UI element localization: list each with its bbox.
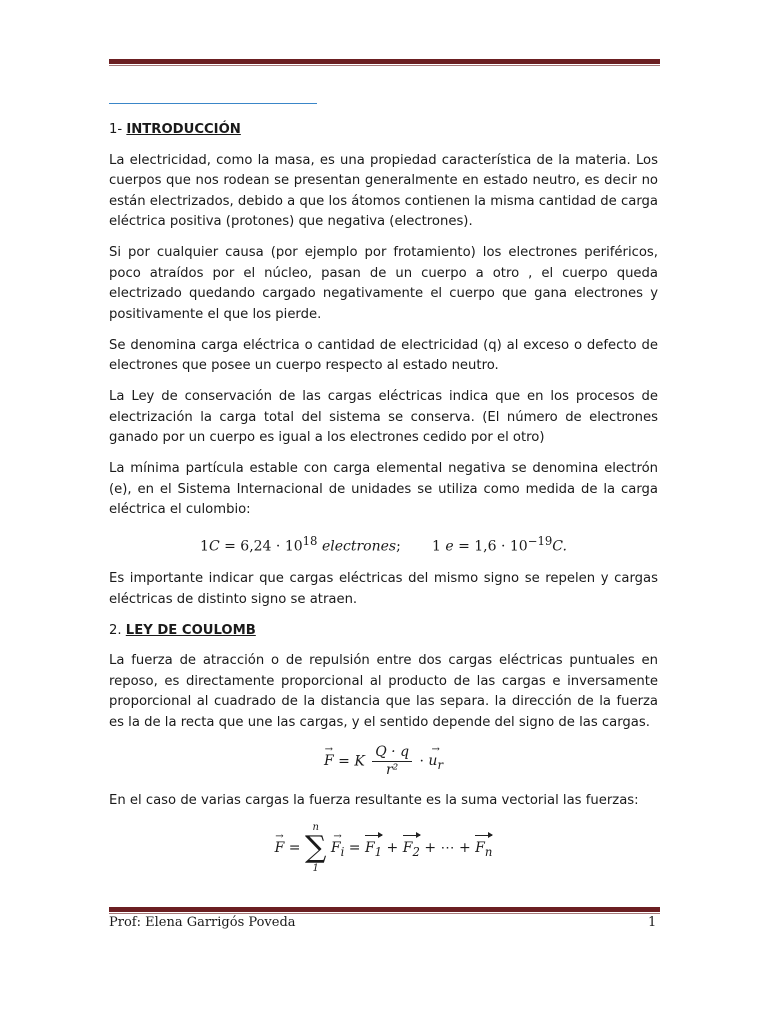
force-1-subscript: 1 [374, 844, 383, 859]
coulomb-law-formula [109, 744, 658, 779]
summation-symbol [305, 822, 326, 874]
force-n-symbol: F [475, 839, 485, 856]
force-1-symbol: F [364, 839, 375, 856]
eq-right-exp: −19 [527, 534, 553, 548]
unit-vector-symbol: u [428, 753, 438, 770]
force-vector: → F [324, 751, 334, 772]
fraction-denominator: r² [385, 761, 399, 778]
section1-number: 1- [109, 122, 123, 137]
fraction [372, 744, 412, 779]
equals-sign: = [348, 839, 361, 856]
paragraph: Si por cualquier causa (por ejemplo por frotamiento) los electrones periféricos, poco atraídos por el núcleo, pasan de un cuerpo a otro , el cuerpo queda electrizado quedando cargado negativamente el cuerpo que gana electrones y positivamente el que los pierde. [109, 245, 658, 322]
unit-vector [428, 751, 443, 775]
page-number: 1 [648, 915, 657, 930]
force-i-vector [331, 838, 344, 862]
sum-lower-limit: 1 [312, 862, 319, 874]
plus-sign: + [386, 839, 399, 856]
paragraph: La fuerza de atracción o de repulsión entre dos cargas eléctricas puntuales en reposo, es directamente proporcional al producto de las cargas e inversamente proporcional al cuadrado de la distancia que las separa. la dirección de la fuerza es la de la recta que une las cargas, y el sentido depende del signo de las cargas. [109, 653, 658, 730]
header-rule [109, 59, 660, 64]
blue-accent-line [109, 103, 317, 104]
paragraph: La electricidad, como la masa, es una propiedad característica de la materia. Los cuerpos que nos rodean se presentan generalmente en estado neutro, es decir no están electrizados, debido a que los átomos contienen la misma cantidad de carga eléctrica positiva (protones) que negativa (electrones). [109, 152, 658, 229]
dot-operator: · [419, 753, 424, 770]
superposition-formula [109, 822, 658, 874]
eq-right-end: C. [552, 538, 567, 555]
force-1-vector [365, 838, 382, 862]
eq-right-value: 1 [431, 538, 441, 555]
footer-author: Prof: Elena Garrigós Poveda [109, 915, 296, 930]
force-2-symbol: F [402, 839, 413, 856]
section2-number: 2. [109, 622, 122, 638]
equals-sign: = [288, 839, 301, 856]
fraction-numerator: Q · q [372, 744, 412, 762]
eq-right-rhs: = 1,6 · 10 [458, 538, 528, 555]
section1-title: INTRODUCCIÓN [126, 122, 241, 137]
sigma-glyph: ∑ [304, 829, 327, 865]
section2-title: LEY DE COULOMB [125, 622, 256, 638]
page-content [109, 120, 658, 886]
resultant-force-vector: → F [275, 838, 285, 859]
paragraph: Se denomina carga eléctrica o cantidad de electricidad (q) al exceso o defecto de electrones que posee un cuerpo respecto al estado neutro. [109, 337, 658, 373]
force-n-vector [475, 838, 492, 862]
eq-right-unit: e [445, 538, 454, 555]
ellipsis-terms: + ⋯ + [424, 839, 471, 856]
force-i-symbol: F [330, 839, 341, 856]
force-i-subscript: i [340, 844, 345, 859]
eq-left-rhs: = 6,24 · 10 [224, 538, 303, 555]
eq-left-unit: C [208, 538, 220, 555]
eq-left-word: electrones [321, 538, 397, 555]
eq-separator: ; [396, 538, 401, 555]
equals-sign: = [338, 753, 350, 770]
section2-heading [109, 621, 658, 642]
paragraph: Es importante indicar que cargas eléctricas del mismo signo se repelen y cargas eléctricas de distinto signo se atraen. [109, 571, 658, 607]
force-2-subscript: 2 [412, 844, 420, 859]
unit-vector-subscript: r [437, 757, 444, 772]
eq-left-exp: 18 [302, 534, 318, 548]
force-n-subscript: n [484, 844, 493, 859]
sum-upper-limit: n [312, 821, 319, 833]
section1-heading [109, 120, 658, 141]
paragraph: La mínima partícula estable con carga elemental negativa se denomina electrón (e), en el Sistema Internacional de unidades se utiliza como medida de la carga eléctrica el culombio: [109, 461, 658, 517]
coulomb-unit-equation [109, 531, 658, 557]
eq-left-value: 1 [200, 538, 209, 555]
paragraph: En el caso de varias cargas la fuerza resultante es la suma vectorial las fuerzas: [109, 792, 639, 808]
constant-k: K [354, 753, 365, 770]
paragraph: La Ley de conservación de las cargas eléctricas indica que en los procesos de electrización la carga total del sistema se conserva. (El número de electrones ganado por un cuerpo es igual a los electrones cedido por el otro) [109, 389, 658, 445]
force-2-vector [403, 838, 420, 862]
footer-rule [109, 907, 660, 912]
